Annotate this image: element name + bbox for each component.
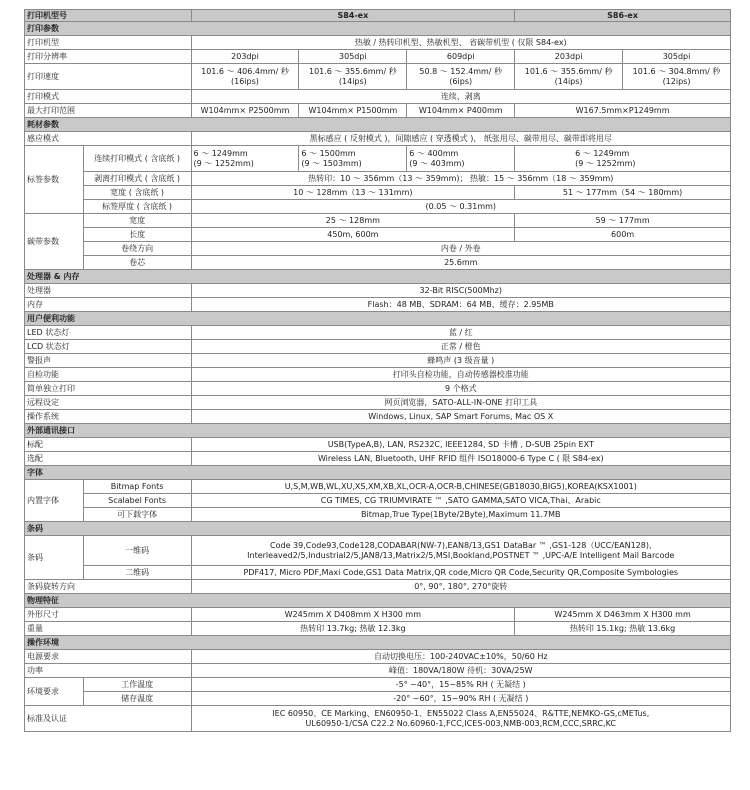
section-consumables: 耗材参数 <box>25 118 731 132</box>
size-s86: W245mm X D463mm X H300 mm <box>515 608 731 622</box>
spec-row <box>25 104 731 118</box>
cert-line: UL60950-1/CSA C22.2 No.60960-1,FCC,ICES-003,NMB-003,RCM,CCC,SRRC,KC <box>305 718 616 728</box>
memory-value: Flash：48 MB、SDRAM：64 MB、缓存：2.95MB <box>191 298 730 312</box>
speed-mm: 101.6 ～ 355.6mm/ 秒 <box>524 66 613 76</box>
area-label: 最大打印范围 <box>25 104 192 118</box>
continuous-len: 6 ～ 1249mm <box>575 148 630 158</box>
consumption-label: 功率 <box>25 664 192 678</box>
section-print-params: 打印参数 <box>25 22 731 36</box>
spec-row <box>25 678 731 692</box>
cert-label: 标准及认证 <box>25 706 192 732</box>
spec-row <box>25 692 731 706</box>
speed-mm: 101.6 ～ 304.8mm/ 秒 <box>632 66 721 76</box>
spec-row <box>25 566 731 580</box>
spec-row <box>25 228 731 242</box>
continuous-value <box>515 146 731 172</box>
peel-label: 剥离打印模式 ( 含底纸 ) <box>83 172 191 186</box>
spec-row <box>25 480 731 494</box>
spec-row <box>25 256 731 270</box>
section-row <box>25 270 731 284</box>
print-type-label: 打印机型 <box>25 36 192 50</box>
thickness-value: (0.05 ～ 0.31mm) <box>191 200 730 214</box>
lcd-label: LCD 状态灯 <box>25 340 192 354</box>
linear-value <box>191 536 730 566</box>
section-row <box>25 466 731 480</box>
thickness-label: 标签厚度 ( 含底纸 ) <box>83 200 191 214</box>
section-row <box>25 22 731 36</box>
spec-table <box>24 9 731 732</box>
bitmap-fonts-value: U,S,M,WB,WL,XU,XS,XM,XB,XL,OCR-A,OCR-B,CHINESE(GB18030,BIG5),KOREA(KSX1001) <box>191 480 730 494</box>
fonts-group: 内置字体 <box>25 480 84 522</box>
weight-label: 重量 <box>25 622 192 636</box>
ribbon-length-label: 长度 <box>83 228 191 242</box>
speed-value <box>299 64 407 90</box>
dpi-value: 203dpi <box>191 50 299 64</box>
section-row <box>25 424 731 438</box>
continuous-value <box>407 146 515 172</box>
continuous-liner: (9 ～ 403mm) <box>409 158 465 168</box>
power-label: 电源要求 <box>25 650 192 664</box>
continuous-label: 连续打印模式 ( 含底纸 ) <box>83 146 191 172</box>
header-label: 打印机型号 <box>25 10 192 22</box>
led-value: 蓝 / 红 <box>191 326 730 340</box>
area-value: W104mm× P400mm <box>407 104 515 118</box>
continuous-value <box>191 146 299 172</box>
label-width-s86: 51 ～ 177mm（54 ～ 180mm) <box>515 186 731 200</box>
led-label: LED 状态灯 <box>25 326 192 340</box>
section-row <box>25 312 731 326</box>
section-environment: 操作环境 <box>25 636 731 650</box>
header-row <box>25 10 731 22</box>
env-group: 环境要求 <box>25 678 84 706</box>
speed-label: 打印速度 <box>25 64 192 90</box>
op-temp-label: 工作温度 <box>83 678 191 692</box>
ribbon-length-s86: 600m <box>515 228 731 242</box>
continuous-len: 6 ～ 1500mm <box>301 148 356 158</box>
optional-if-value: Wireless LAN, Bluetooth, UHF RFID 组件 ISO18000-6 Type C ( 限 S84-ex) <box>191 452 730 466</box>
dpi-value: 609dpi <box>407 50 515 64</box>
twod-label: 二维码 <box>83 566 191 580</box>
spec-row <box>25 172 731 186</box>
lcd-value: 正常 / 橙色 <box>191 340 730 354</box>
remote-value: 网页浏览器，SATO-ALL-IN-ONE 打印工具 <box>191 396 730 410</box>
core-value: 25.6mm <box>191 256 730 270</box>
rotation-value: 0°, 90°, 180°, 270°旋转 <box>191 580 730 594</box>
continuous-liner: (9 ～ 1252mm) <box>193 158 254 168</box>
spec-row <box>25 664 731 678</box>
scalable-fonts-value: CG TIMES, CG TRIUMVIRATE ™ ,SATO GAMMA,SATO VICA,Thai、Arabic <box>191 494 730 508</box>
spec-row <box>25 50 731 64</box>
area-value: W104mm× P2500mm <box>191 104 299 118</box>
section-barcodes: 条码 <box>25 522 731 536</box>
size-label: 外形尺寸 <box>25 608 192 622</box>
area-value: W104mm× P1500mm <box>299 104 407 118</box>
spec-row <box>25 608 731 622</box>
spec-row <box>25 326 731 340</box>
spec-row <box>25 536 731 566</box>
spec-row <box>25 452 731 466</box>
ribbon-width-s86: 59 ～ 177mm <box>515 214 731 228</box>
standard-if-label: 标配 <box>25 438 192 452</box>
spec-row <box>25 186 731 200</box>
speed-mm: 101.6 ～ 355.6mm/ 秒 <box>308 66 397 76</box>
continuous-len: 6 ～ 400mm <box>409 148 459 158</box>
spec-row <box>25 90 731 104</box>
spec-row <box>25 706 731 732</box>
label-width-s84: 10 ～ 128mm（13 ～ 131mm) <box>191 186 515 200</box>
cert-value <box>191 706 730 732</box>
speed-value <box>191 64 299 90</box>
speed-mm: 101.6 ～ 406.4mm/ 秒 <box>201 66 289 76</box>
standard-if-value: USB(TypeA,B), LAN, RS232C, IEEE1284, SD 卡槽 , D-SUB 25pin EXT <box>191 438 730 452</box>
continuous-liner: (9 ～ 1503mm) <box>301 158 362 168</box>
storage-temp-value: -20° ~60°，15~90% RH ( 无凝结 ) <box>191 692 730 706</box>
ribbon-group: 碳带参数 <box>25 214 84 270</box>
alarm-value: 蜂鸣声 (3 级音量 ) <box>191 354 730 368</box>
optional-if-label: 选配 <box>25 452 192 466</box>
spec-row <box>25 580 731 594</box>
os-value: Windows, Linux, SAP Smart Forums, Mac OS X <box>191 410 730 424</box>
spec-row <box>25 494 731 508</box>
print-type-value: 热敏 / 热转印机型、热敏机型、 省碳带机型 ( 仅限 S84-ex) <box>191 36 730 50</box>
spec-row <box>25 298 731 312</box>
weight-s84: 热转印 13.7kg; 热敏 12.3kg <box>191 622 515 636</box>
ribbon-width-label: 宽度 <box>83 214 191 228</box>
wind-label: 卷绕方向 <box>83 242 191 256</box>
download-fonts-label: 可下载字体 <box>83 508 191 522</box>
mode-value: 连续、剥离 <box>191 90 730 104</box>
download-fonts-value: Bitmap,True Type(1Byte/2Byte),Maximum 11.7MB <box>191 508 730 522</box>
power-value: 自动切换电压：100-240VAC±10%，50/60 Hz <box>191 650 730 664</box>
spec-row <box>25 340 731 354</box>
weight-s86: 热转印 15.1kg; 热敏 13.6kg <box>515 622 731 636</box>
spec-row <box>25 396 731 410</box>
sensor-label: 感应模式 <box>25 132 192 146</box>
continuous-len: 6 ～ 1249mm <box>193 148 248 158</box>
section-user-features: 用户便利功能 <box>25 312 731 326</box>
ribbon-width-s84: 25 ～ 128mm <box>191 214 515 228</box>
continuous-value <box>299 146 407 172</box>
speed-value <box>407 64 515 90</box>
sensor-value: 黑标感应 ( 反射模式 )，间隙感应 ( 穿透模式 )， 纸张用尽、碳带用尽、碳带即将用尽 <box>191 132 730 146</box>
spec-row <box>25 64 731 90</box>
cpu-value: 32-Bit RISC(500Mhz) <box>191 284 730 298</box>
spec-row <box>25 242 731 256</box>
linear-label: 一维码 <box>83 536 191 566</box>
ribbon-length-s84: 450m, 600m <box>191 228 515 242</box>
scalable-fonts-label: Scalabel Fonts <box>83 494 191 508</box>
header-s86: S86-ex <box>515 10 731 22</box>
standalone-value: 9 个格式 <box>191 382 730 396</box>
memory-label: 内存 <box>25 298 192 312</box>
section-row <box>25 594 731 608</box>
dpi-label: 打印分辨率 <box>25 50 192 64</box>
spec-row <box>25 622 731 636</box>
spec-row <box>25 508 731 522</box>
spec-row <box>25 36 731 50</box>
speed-value <box>623 64 731 90</box>
size-s84: W245mm X D408mm X H300 mm <box>191 608 515 622</box>
dpi-value: 305dpi <box>623 50 731 64</box>
consumption-value: 峰值：180VA/180W 待机：30VA/25W <box>191 664 730 678</box>
speed-ips: (12ips) <box>662 76 691 86</box>
selftest-label: 自检功能 <box>25 368 192 382</box>
linear-line: Interleaved2/5,Industrial2/5,JAN8/13,Matrix2/5,MSI,Bookland,POSTNET ™ ,UPC-A/E Intelligent Mail Barcode <box>247 550 675 560</box>
section-processor: 处理器 & 内存 <box>25 270 731 284</box>
speed-ips: (16ips) <box>231 76 259 86</box>
header-s84: S84-ex <box>191 10 515 22</box>
storage-temp-label: 储存温度 <box>83 692 191 706</box>
spec-row <box>25 200 731 214</box>
barcode-group: 条码 <box>25 536 84 580</box>
section-interfaces: 外部通讯接口 <box>25 424 731 438</box>
label-width-label: 宽度 ( 含底纸 ) <box>83 186 191 200</box>
selftest-value: 打印头自检功能，自动传感器校准功能 <box>191 368 730 382</box>
spec-row <box>25 284 731 298</box>
spec-row <box>25 438 731 452</box>
spec-row <box>25 410 731 424</box>
twod-value: PDF417, Micro PDF,Maxi Code,GS1 Data Matrix,QR code,Micro QR Code,Security QR,Composite Symbologies <box>191 566 730 580</box>
spec-row <box>25 382 731 396</box>
section-physical: 物理特征 <box>25 594 731 608</box>
standalone-label: 简单独立打印 <box>25 382 192 396</box>
dpi-value: 203dpi <box>515 50 623 64</box>
spec-row <box>25 214 731 228</box>
speed-ips: (6ips) <box>449 76 473 86</box>
cert-line: IEC 60950、CE Marking、EN60950-1、EN55022 Class A,EN55024、R&TTE,NEMKO-GS,cMETus, <box>272 708 650 718</box>
peel-value: 热转印：10 ～ 356mm（13 ～ 359mm)； 热敏：15 ～ 356mm（18 ～ 359mm) <box>191 172 730 186</box>
os-label: 操作系统 <box>25 410 192 424</box>
section-row <box>25 636 731 650</box>
label-group: 标签参数 <box>25 146 84 214</box>
spec-row <box>25 146 731 172</box>
spec-row <box>25 650 731 664</box>
op-temp-value: -5° ~40°，15~85% RH ( 无凝结 ) <box>191 678 730 692</box>
cpu-label: 处理器 <box>25 284 192 298</box>
rotation-label: 条码旋转方向 <box>25 580 192 594</box>
spec-sheet <box>24 9 731 732</box>
spec-row <box>25 132 731 146</box>
speed-ips: (14ips) <box>554 76 583 86</box>
speed-mm: 50.8 ～ 152.4mm/ 秒 <box>419 66 503 76</box>
spec-row <box>25 368 731 382</box>
alarm-label: 警报声 <box>25 354 192 368</box>
area-value: W167.5mm×P1249mm <box>515 104 731 118</box>
speed-value <box>515 64 623 90</box>
section-row <box>25 522 731 536</box>
spec-row <box>25 354 731 368</box>
speed-ips: (14ips) <box>338 76 367 86</box>
core-label: 卷芯 <box>83 256 191 270</box>
section-fonts: 字体 <box>25 466 731 480</box>
remote-label: 远程设定 <box>25 396 192 410</box>
linear-line: Code 39,Code93,Code128,CODABAR(NW-7),EAN8/13,GS1 DataBar ™ ,GS1-128（UCC/EAN128), <box>270 540 652 550</box>
mode-label: 打印模式 <box>25 90 192 104</box>
bitmap-fonts-label: Bitmap Fonts <box>83 480 191 494</box>
dpi-value: 305dpi <box>299 50 407 64</box>
continuous-liner: (9 ～ 1252mm) <box>575 158 636 168</box>
wind-value: 内卷 / 外卷 <box>191 242 730 256</box>
section-row <box>25 118 731 132</box>
